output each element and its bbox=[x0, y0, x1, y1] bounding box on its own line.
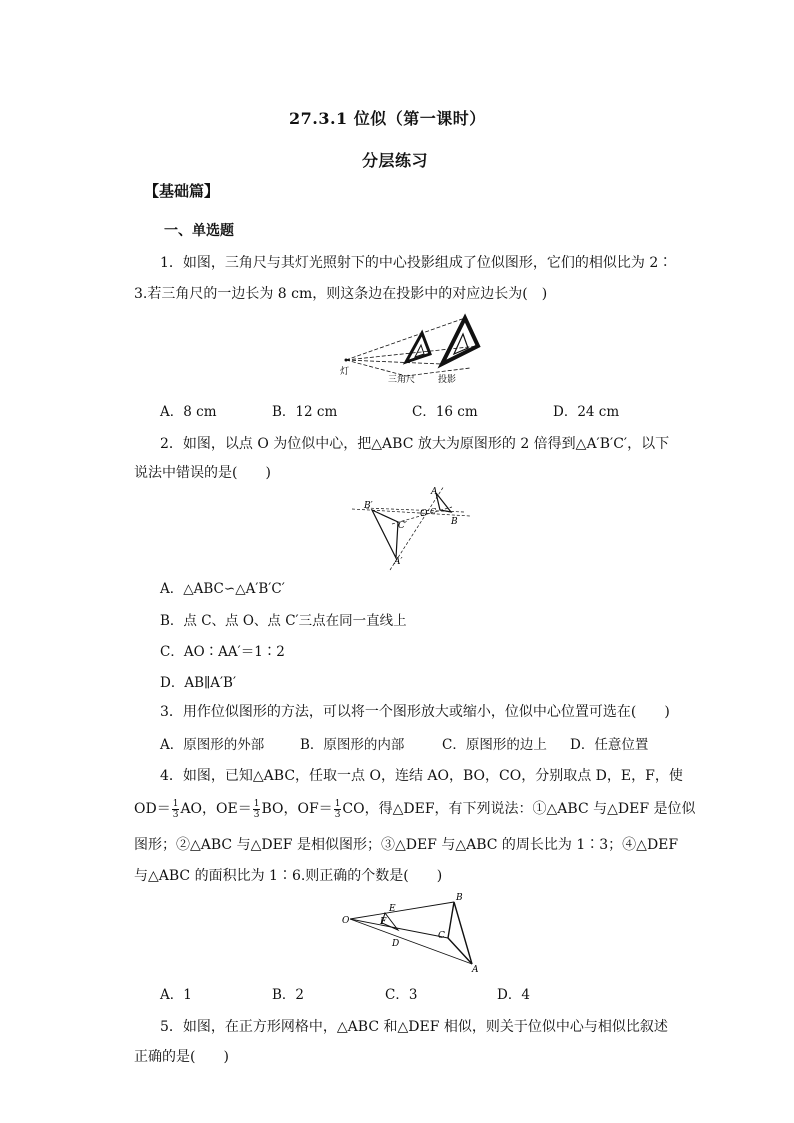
q4-fraction-3: $\frac{1}{3}$ bbox=[334, 798, 341, 820]
q4-seg-bo: BO，OF＝ bbox=[261, 801, 333, 817]
q1-label-ruler: 三角尺 bbox=[388, 375, 416, 385]
q1-text-line2: 3.若三角尺的一边长为 8 cm，则这条边在投影中的对应边长为( ) bbox=[134, 286, 548, 302]
q1-option-c: C．16 cm bbox=[412, 404, 478, 420]
section-heading: 【基础篇】 bbox=[144, 182, 220, 200]
q4-text-line2 bbox=[134, 797, 696, 821]
q4-text-line1: 4．如图，已知△ABC，任取一点 O，连结 AO，BO，CO，分别取点 D，E，F，使 bbox=[160, 768, 683, 784]
q2-text-line1: 2．如图，以点 O 为位似中心，把△ABC 放大为原图形的 2 倍得到△A′B′C′，以下 bbox=[160, 436, 670, 452]
q2-figure bbox=[348, 482, 474, 574]
q3-text-line1: 3．用作位似图形的方法，可以将一个图形放大或缩小，位似中心位置可选在( ) bbox=[160, 704, 670, 720]
q4-label-e: E bbox=[389, 904, 396, 914]
q4-seg-ao: AO，OE＝ bbox=[180, 801, 252, 817]
q3-option-d: D．任意位置 bbox=[570, 737, 649, 753]
q1-option-a: A．8 cm bbox=[160, 404, 217, 420]
q4-option-b: B．2 bbox=[272, 987, 305, 1003]
q2-label-a: A bbox=[431, 487, 438, 497]
q2-label-b-prime: B′ bbox=[364, 501, 373, 511]
q4-label-d: D bbox=[392, 939, 400, 949]
page-title: 27.3.1 位似（第一课时） bbox=[289, 109, 486, 128]
q1-text-line1: 1．如图，三角尺与其灯光照射下的中心投影组成了位似图形，它们的相似比为 2∶ bbox=[160, 255, 673, 271]
q2-option-b: B．点 C、点 O、点 C′三点在同一直线上 bbox=[160, 613, 407, 629]
q4-label-b: B bbox=[456, 893, 463, 903]
q4-text-line4: 与△ABC 的面积比为 1∶6.则正确的个数是( ) bbox=[134, 868, 443, 884]
q2-text-line2: 说法中错误的是( ) bbox=[134, 465, 271, 481]
q4-option-a: A．1 bbox=[160, 987, 192, 1003]
q3-option-a: A．原图形的外部 bbox=[160, 737, 265, 753]
q5-text-line1: 5．如图，在正方形网格中，△ABC 和△DEF 相似，则关于位似中心与相似比叙述 bbox=[160, 1019, 668, 1035]
q2-label-a-prime: A′ bbox=[394, 557, 403, 567]
page-subtitle: 分层练习 bbox=[362, 151, 429, 170]
q5-text-line2: 正确的是( ) bbox=[134, 1049, 229, 1065]
q3-option-b: B．原图形的内部 bbox=[300, 737, 405, 753]
q2-label-c: C bbox=[430, 507, 437, 516]
q2-label-c-prime: C′ bbox=[398, 521, 407, 531]
q1-option-d: D．24 cm bbox=[553, 404, 620, 420]
q2-label-o: O bbox=[420, 509, 428, 519]
q4-fraction-1: $\frac{1}{3}$ bbox=[172, 798, 179, 820]
q3-option-c: C．原图形的边上 bbox=[442, 737, 547, 753]
q4-figure bbox=[338, 890, 488, 974]
q2-option-a: A．△ABC∽△A′B′C′ bbox=[160, 581, 285, 597]
subsection-heading: 一、单选题 bbox=[164, 223, 234, 239]
q4-fraction-2: $\frac{1}{3}$ bbox=[253, 798, 260, 820]
q2-label-b: B bbox=[451, 517, 458, 527]
q4-seg-co: CO，得△DEF，有下列说法：①△ABC 与△DEF 是位似 bbox=[342, 801, 696, 817]
q4-label-o: O bbox=[342, 916, 350, 926]
q4-label-c: C bbox=[438, 931, 445, 941]
q4-label-a: A bbox=[472, 965, 479, 974]
q4-option-d: D．4 bbox=[497, 987, 530, 1003]
q4-label-f: F bbox=[380, 917, 387, 927]
q4-seg-od: OD＝ bbox=[134, 801, 171, 817]
q2-option-c: C．AO∶AA′＝1∶2 bbox=[160, 644, 285, 660]
q1-option-b: B．12 cm bbox=[272, 404, 338, 420]
q4-text-line3: 图形；②△ABC 与△DEF 是相似图形；③△DEF 与△ABC 的周长比为 1∶3；④△DEF bbox=[134, 837, 679, 853]
q1-label-projection: 投影 bbox=[438, 375, 457, 385]
q2-option-d: D．AB∥A′B′ bbox=[160, 675, 237, 691]
q4-option-c: C．3 bbox=[385, 987, 418, 1003]
q1-figure bbox=[336, 312, 486, 388]
q1-label-lamp: 灯 bbox=[340, 367, 350, 377]
